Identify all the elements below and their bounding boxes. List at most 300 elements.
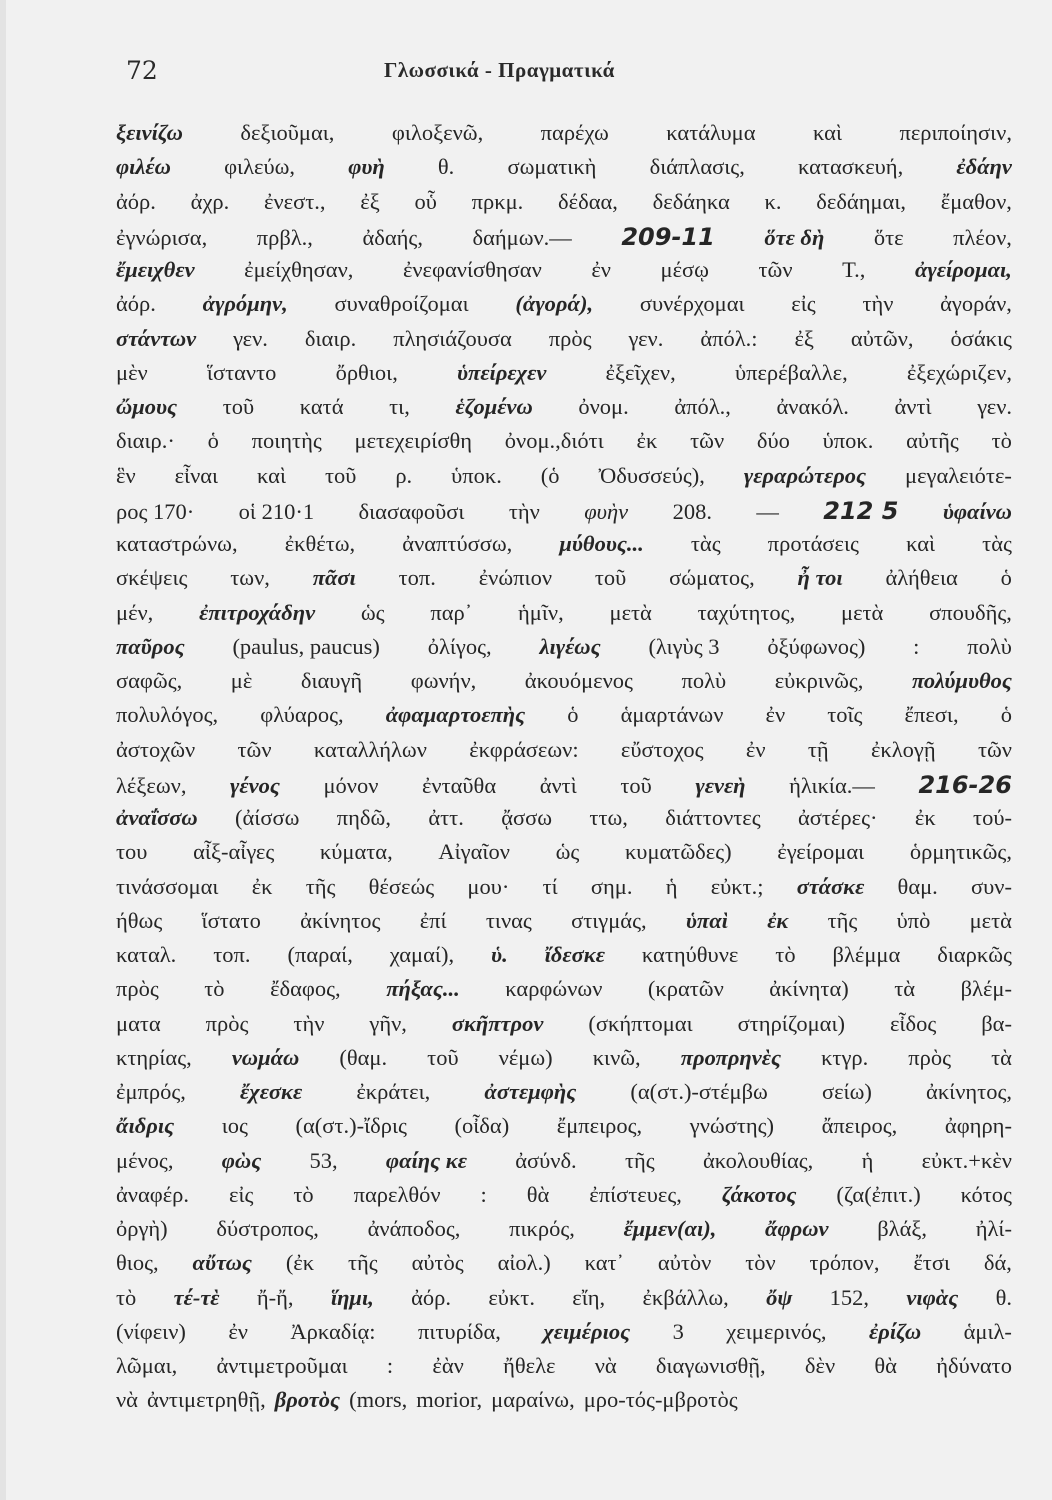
word: ματα <box>116 1010 161 1036</box>
word: εὐκτ.; <box>710 873 764 899</box>
word: ὑποκ. <box>822 428 874 454</box>
word: 208. <box>672 498 712 524</box>
word: ττω, <box>589 805 628 830</box>
word: σωματικὴ <box>507 154 597 180</box>
word: ἐξ <box>360 188 380 214</box>
text-line <box>116 976 1012 1010</box>
word: ἓν <box>116 462 136 488</box>
word: μόνον <box>323 772 379 798</box>
word: μου· <box>467 873 510 899</box>
lemma-word: ἵημι, <box>330 1284 374 1310</box>
word: δαήμων.— <box>472 224 572 250</box>
word: ὑπὸ <box>896 907 931 933</box>
word: καρφώνων <box>505 976 603 1002</box>
word: ἀόρ. <box>411 1284 452 1310</box>
word: νὰ <box>116 1387 138 1413</box>
lemma-word: φυὴ <box>348 154 385 180</box>
word: ἐγείρομαι <box>777 839 865 865</box>
word: πρὸς <box>548 325 592 351</box>
word: ἐξεχώριζεν, <box>906 359 1012 385</box>
word: ρ. <box>395 462 413 488</box>
word: ἀκολουθίας, <box>702 1147 814 1173</box>
word: (παραί, <box>287 942 353 967</box>
word: εὐκτ.+κὲν <box>921 1147 1012 1173</box>
word: ἐξεῖχεν, <box>605 359 676 385</box>
word: ἐνταῦθα <box>421 772 497 798</box>
word: ἠλί- <box>975 1216 1012 1241</box>
word: συναθροίζομαι <box>334 291 469 317</box>
word: μετὰ <box>969 907 1012 933</box>
word: τοῦ <box>324 462 357 488</box>
word: ἐν <box>745 736 766 762</box>
lemma-word: φὼς <box>221 1147 262 1173</box>
word: τοῦ <box>594 565 627 591</box>
text-line <box>116 1216 1012 1250</box>
page-number: 72 <box>126 56 158 85</box>
lemma-word: γένος <box>230 772 280 798</box>
word: προτάσεις <box>767 531 859 556</box>
word: ἔμαθον, <box>940 188 1012 214</box>
lemma-word: ὤμους <box>116 394 178 419</box>
word: μαραίνω, <box>491 1387 575 1413</box>
word: γεν. <box>233 325 268 351</box>
text-line <box>116 1045 1012 1079</box>
word: (ἐκ <box>285 1250 315 1276</box>
word: ὑποκ. <box>451 462 502 488</box>
word: θ. <box>995 1284 1012 1310</box>
word: γῆν, <box>369 1010 407 1036</box>
word: ὁρμητικῶς, <box>909 839 1012 865</box>
text-line <box>116 874 1012 908</box>
word: ὀνομ.,διότι <box>504 428 604 454</box>
word: ἀλήθεια <box>885 565 958 591</box>
word: (ὁ <box>540 462 560 488</box>
word: κινῶ, <box>592 1044 641 1070</box>
lemma-word: πήξας... <box>386 976 460 1002</box>
word: πλέον, <box>953 224 1012 250</box>
word: ἐκλογῇ <box>870 736 936 762</box>
word: ἀκίνητος <box>300 907 381 933</box>
word: ἀκίνητα) <box>769 976 849 1002</box>
word: ἐγνώρισα, <box>116 224 208 250</box>
lemma-word: ἀναΐσσω <box>116 805 198 830</box>
word: παρελθόν <box>353 1181 441 1207</box>
word: λέξεων, <box>116 772 187 798</box>
word: γεν. <box>977 394 1012 419</box>
word: γνώστης) <box>689 1113 775 1139</box>
text-line <box>116 565 1012 599</box>
word: ἁμαρτάνων <box>620 702 724 728</box>
word: ήθως <box>116 907 163 933</box>
word: σώματος, <box>669 565 755 591</box>
lemma-word: ὑφαίνω <box>942 498 1012 524</box>
word: φωνήν, <box>410 668 477 693</box>
word: (ζα(ἐπιτ.) <box>836 1181 921 1207</box>
lemma-word: ὑπείρεχεν <box>457 359 547 385</box>
word: δά, <box>983 1250 1012 1276</box>
word: θέσεώς <box>368 873 435 899</box>
text-line <box>116 1079 1012 1113</box>
word: Τ., <box>842 257 866 282</box>
word: σείω) <box>821 1079 872 1104</box>
text-line <box>116 1319 1012 1353</box>
word: ἀπόλ., <box>674 394 731 419</box>
word: εὐκρινῶς, <box>774 668 864 693</box>
word: ἀόρ. <box>116 291 156 317</box>
word: παρ᾽ <box>430 599 473 625</box>
word: πιτυρίδα, <box>417 1318 501 1344</box>
word: ἀναφέρ. <box>116 1181 190 1207</box>
word: ἀκίνητος, <box>926 1079 1012 1104</box>
word: ὡς <box>360 599 385 625</box>
lemma-word: παῦρος <box>116 633 185 659</box>
word: τὸ <box>293 1181 314 1207</box>
page-header <box>116 56 1012 88</box>
word: αὐτῶν, <box>850 325 914 351</box>
lemma-word: αὔτως <box>192 1250 252 1276</box>
lemma-word: στάσκε <box>796 873 865 899</box>
word: ἀνάποδος, <box>367 1216 461 1241</box>
word: διαυγῆ <box>300 668 363 693</box>
text-line <box>116 942 1012 976</box>
word: ὄρθιοι, <box>335 359 398 385</box>
word: ἀόρ. <box>116 188 156 214</box>
word: μετὰ <box>609 599 652 625</box>
word: τὰς <box>690 531 721 556</box>
word: βλέμμα <box>832 942 901 967</box>
word: ἀσύνδ. <box>515 1147 577 1173</box>
word: ᾄσσω <box>501 805 553 830</box>
word: ὀργὴ) <box>116 1216 168 1241</box>
word: (paulus, paucus) <box>232 633 380 659</box>
lemma-word: ἐρίζω <box>869 1318 922 1344</box>
word: πλησιάζουσα <box>393 325 512 351</box>
text-line <box>116 394 1012 428</box>
word: βλέμ- <box>960 976 1012 1002</box>
word: ὁ <box>567 702 579 728</box>
word: ἐπίστευες, <box>589 1181 682 1207</box>
word: τί <box>542 873 558 899</box>
word: τῶν <box>237 736 272 762</box>
verse-reference: 216-26 <box>918 770 1012 799</box>
word: ἐκράτει, <box>356 1079 431 1104</box>
word: ἀδαής, <box>362 224 423 250</box>
word: συνέρχομαι <box>639 291 745 317</box>
text-line <box>116 1113 1012 1147</box>
word: τοπ. <box>398 565 436 591</box>
word: κατ᾽ <box>584 1250 625 1276</box>
word: ἐὰν <box>432 1353 464 1378</box>
text-line <box>116 120 1012 154</box>
word: φλύαρος, <box>260 702 344 728</box>
word: περιποίησιν, <box>899 120 1012 145</box>
lemma-word: (ἀγορά), <box>515 291 594 317</box>
word: ἐνεστ., <box>264 188 326 214</box>
word: αὐτῆς <box>906 428 959 454</box>
word: τὰ <box>894 976 916 1002</box>
text-line <box>116 154 1012 188</box>
word: ἐξ <box>794 325 814 351</box>
word: πικρός, <box>509 1216 575 1241</box>
text-line <box>116 839 1012 873</box>
word: πρὸς <box>205 1010 249 1036</box>
lemma-word: ἀστεμφὴς <box>484 1079 577 1104</box>
word: πολυλόγος, <box>116 702 219 728</box>
word: ἡμῖν, <box>518 599 564 625</box>
text-line <box>116 223 1012 257</box>
word: morior, <box>416 1387 483 1413</box>
lemma-word: ἀγρόμην, <box>202 291 288 317</box>
word: ταχύτητος, <box>697 599 796 625</box>
word: ἔδαφος, <box>270 976 341 1002</box>
word: τι, <box>389 394 410 419</box>
lemma-word: φιλέω <box>116 154 171 180</box>
lemma-word: γεραρώτερος <box>743 462 867 488</box>
word: : <box>386 1353 394 1378</box>
word: τὰς <box>982 531 1012 556</box>
word: λῶμαι, <box>116 1353 178 1378</box>
word: δύστροπος, <box>216 1216 319 1241</box>
word: γεν. <box>628 325 664 351</box>
text-line <box>116 497 1012 531</box>
word: σκέψεις <box>116 565 188 591</box>
text-line <box>116 600 1012 634</box>
word: κατηύθυνε <box>641 942 739 967</box>
word: τὸ <box>204 976 225 1002</box>
lemma-word: ὑ. <box>491 942 508 967</box>
word: εὐκτ. <box>488 1284 535 1310</box>
word: ἀγοράν, <box>940 291 1012 317</box>
word: ἐκ <box>914 805 936 830</box>
text-line <box>116 463 1012 497</box>
word: ρος 170· <box>116 498 195 524</box>
word: τοπ. <box>213 942 251 967</box>
word: ἐν <box>228 1318 248 1344</box>
word: διαρκῶς <box>937 942 1012 967</box>
word: κότος <box>960 1181 1012 1207</box>
lemma-word: ἀφαμαρτοεπὴς <box>385 702 526 728</box>
word: διασαφοῦσι <box>358 498 465 524</box>
word: τὰ <box>991 1044 1012 1070</box>
text-line <box>116 1285 1012 1319</box>
word: μένος, <box>116 1147 174 1173</box>
word: 53, <box>309 1147 338 1173</box>
word: ἵσταντο <box>206 359 277 385</box>
word: αὐτὸν <box>657 1250 712 1276</box>
word: 3 <box>672 1318 684 1344</box>
word: κυματῶδες) <box>624 839 732 865</box>
word: τῶν <box>758 257 793 282</box>
word: θὰ <box>874 1353 897 1378</box>
commentary-text <box>116 120 1012 1422</box>
word: (σκήπτομαι <box>588 1010 693 1036</box>
lemma-word: σκῆπτρον <box>451 1010 544 1036</box>
word: στηρίζομαι) <box>737 1010 845 1036</box>
word: ἐκβάλλω, <box>642 1284 729 1310</box>
text-line <box>116 189 1012 223</box>
lemma-word: μύθους... <box>559 531 644 556</box>
text-line <box>116 1148 1012 1182</box>
word: ποιητὴς <box>251 428 322 454</box>
word: εἴη, <box>572 1284 606 1310</box>
lemma-word: ἑζομένω <box>455 394 533 419</box>
word: ἤ-ἤ, <box>256 1284 294 1310</box>
word: σαφῶς, <box>116 668 183 693</box>
word: ἐπί <box>419 907 447 933</box>
word: ὡς <box>555 839 580 865</box>
lemma-word: φαίης κε <box>385 1147 467 1173</box>
word: ὑπερέβαλλε, <box>734 359 848 385</box>
word: τὸ <box>991 428 1012 454</box>
lemma-word: ἔχεσκε <box>240 1079 303 1104</box>
text-line <box>116 668 1012 702</box>
word: καταλλήλων <box>313 736 427 762</box>
word: ἐμπρός, <box>116 1079 186 1104</box>
word: ὁ <box>1000 702 1012 728</box>
text-line <box>116 805 1012 839</box>
word: (λιγὺς 3 <box>648 633 720 659</box>
word: τῆς <box>305 873 336 899</box>
word: πρὸς <box>116 976 159 1002</box>
word: ἐν <box>591 257 611 282</box>
text-line <box>116 1011 1012 1045</box>
lemma-word: ἦ τοι <box>797 565 843 591</box>
word: μετὰ <box>841 599 884 625</box>
lemma-word: γενεὴ <box>695 772 746 798</box>
lemma-word: ἐδάην <box>956 154 1012 180</box>
word: ἡ <box>665 873 678 899</box>
word: χειμερινός, <box>726 1318 827 1344</box>
word: ἔτσι <box>913 1250 951 1276</box>
word: τῆς <box>827 907 858 933</box>
word: εὔστοχος <box>620 736 704 762</box>
text-line <box>116 702 1012 736</box>
lemma-word: ἐκ <box>767 907 789 933</box>
word: τρόπον, <box>809 1250 880 1276</box>
word: (κρατῶν <box>647 976 724 1002</box>
word: πρβλ., <box>256 224 313 250</box>
word: ἡλικία.— <box>789 772 875 798</box>
word: βλάξ, <box>877 1216 928 1241</box>
word: τοῦ <box>222 394 255 419</box>
word: τὸ <box>116 1284 137 1310</box>
word: τινας <box>485 907 532 933</box>
word: τινάσσομαι <box>116 873 219 899</box>
word: πρὸς <box>908 1044 952 1070</box>
word: (θαμ. <box>339 1044 388 1070</box>
word: καὶ <box>813 120 842 145</box>
word: ὀλίγος, <box>427 633 492 659</box>
word: νὰ <box>594 1353 617 1378</box>
word: συν- <box>971 873 1012 899</box>
word: : <box>913 633 920 659</box>
word: φιλοξενῶ, <box>391 120 484 145</box>
word: εἶναι <box>174 462 219 488</box>
word: μέν, <box>116 599 154 625</box>
lemma-word: ἄιδρις <box>116 1113 175 1139</box>
word: ἀφηρη- <box>944 1113 1012 1139</box>
word: εἰς <box>791 291 816 317</box>
word: αἶξ-αἶγες <box>193 839 275 865</box>
lemma-word: πᾶσι <box>312 565 356 591</box>
lemma-word: βροτὸς <box>274 1387 341 1413</box>
text-line <box>116 1250 1012 1284</box>
text-line <box>116 257 1012 291</box>
lemma-word: προπρηνὲς <box>680 1044 782 1070</box>
word: καὶ <box>906 531 936 556</box>
word: αἰολ.) <box>497 1250 551 1276</box>
word: ἔμπειρος, <box>556 1113 643 1139</box>
word: τοῦ <box>620 772 652 798</box>
word: εἰς <box>229 1181 254 1207</box>
word: ἵστατο <box>201 907 261 933</box>
word: καταστρώνω, <box>116 531 238 556</box>
word: ἀκουόμενος <box>524 668 633 693</box>
word: κτγρ. <box>821 1044 869 1070</box>
text-line <box>116 326 1012 360</box>
word: ἐκφράσεων: <box>469 736 579 762</box>
word: Ὀδυσσεύς), <box>598 462 705 488</box>
word: (οἶδα) <box>454 1113 510 1139</box>
word: μέσῳ <box>660 257 709 282</box>
word: οὗ <box>414 188 437 214</box>
word: ἐν <box>765 702 786 728</box>
lemma-word: ἔμμεν(αι), <box>623 1216 717 1241</box>
word: : <box>480 1181 487 1207</box>
text-line <box>116 771 1012 805</box>
text-line <box>116 1387 1012 1421</box>
word: τού- <box>973 805 1012 830</box>
lemma-word: πολύμυθος <box>911 668 1012 693</box>
word: δέδαα, <box>558 188 618 214</box>
running-head: Γλωσσικά - Πραγματικά <box>384 58 615 82</box>
word: αὐτὸς <box>411 1250 464 1276</box>
word: ὅτε <box>873 224 904 250</box>
word: ὀξύφωνος) <box>767 633 866 659</box>
lemma-word: ξεινίζω <box>116 120 183 145</box>
word: πρκμ. <box>471 188 524 214</box>
lemma-word: νωμάω <box>231 1044 300 1070</box>
word: ἐκθέτω, <box>284 531 356 556</box>
word: διαιρ. <box>304 325 357 351</box>
word: ἀπόλ.: <box>700 325 758 351</box>
word: Ἀρκαδίᾳ: <box>290 1318 376 1344</box>
word: θ. <box>437 154 455 180</box>
word: τοῦ <box>427 1044 459 1070</box>
word: ιος <box>221 1113 248 1139</box>
word: ἁμιλ- <box>963 1318 1012 1344</box>
text-line <box>116 1182 1012 1216</box>
lemma-word: ἐπιτροχάδην <box>199 599 316 625</box>
word: κατά <box>299 394 344 419</box>
word: καταλ. <box>116 942 177 967</box>
word: ἤθελε <box>503 1353 556 1378</box>
word: (α(στ.)-ἴδρις <box>295 1113 407 1139</box>
word: σημ. <box>590 873 633 899</box>
word: διαγωνισθῇ, <box>655 1353 766 1378</box>
word: θὰ <box>526 1181 550 1207</box>
word: βα- <box>981 1010 1012 1036</box>
word: μὲν <box>116 359 148 385</box>
text-line <box>116 737 1012 771</box>
word: μρο-τός-μβροτὸς <box>583 1387 738 1413</box>
word: τοῖς <box>827 702 863 728</box>
word: θιος, <box>116 1250 159 1276</box>
lemma-word: χειμέριος <box>543 1318 631 1344</box>
lemma-word: ἄφρων <box>765 1216 829 1241</box>
lemma-word: ζάκοτος <box>721 1181 797 1207</box>
word: ἠδύνατο <box>936 1353 1012 1378</box>
